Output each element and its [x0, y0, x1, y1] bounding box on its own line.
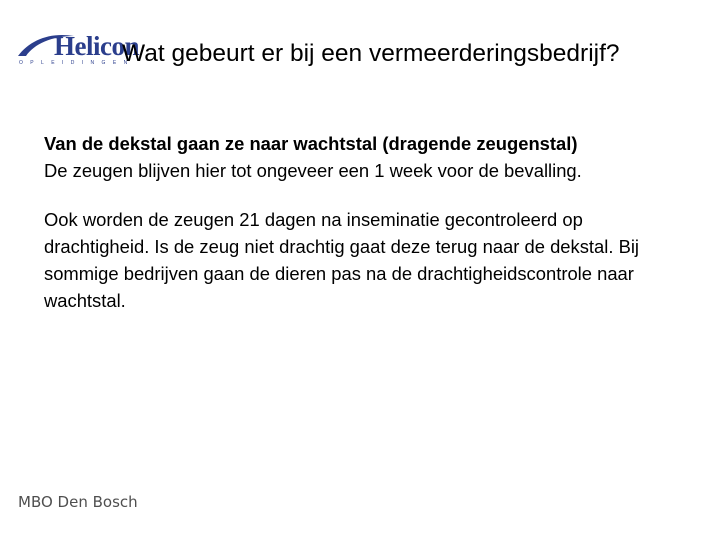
logo-wordmark: Helicon [54, 31, 139, 61]
logo-tagline: OPLEIDINGEN [19, 60, 135, 66]
paragraph-2: De zeugen blijven hier tot ongeveer een 1 week voor de bevalling. [44, 160, 582, 181]
paragraph-1: Van de dekstal gaan ze naar wachtstal (dragende zeugenstal) [44, 133, 578, 154]
footer-text: MBO Den Bosch [18, 493, 138, 511]
slide-title: Wat gebeurt er bij een vermeerderingsbedrijf? [122, 40, 620, 67]
slide-content [44, 130, 684, 314]
paragraph-3: Ook worden de zeugen 21 dagen na inseminatie gecontroleerd op drachtigheid. Is de zeug niet drachtig gaat deze terug naar de dekstal. Bij sommige bedrijven gaan de dieren pas na de drachtigheidscontrole naar wachtstal. [44, 209, 640, 311]
